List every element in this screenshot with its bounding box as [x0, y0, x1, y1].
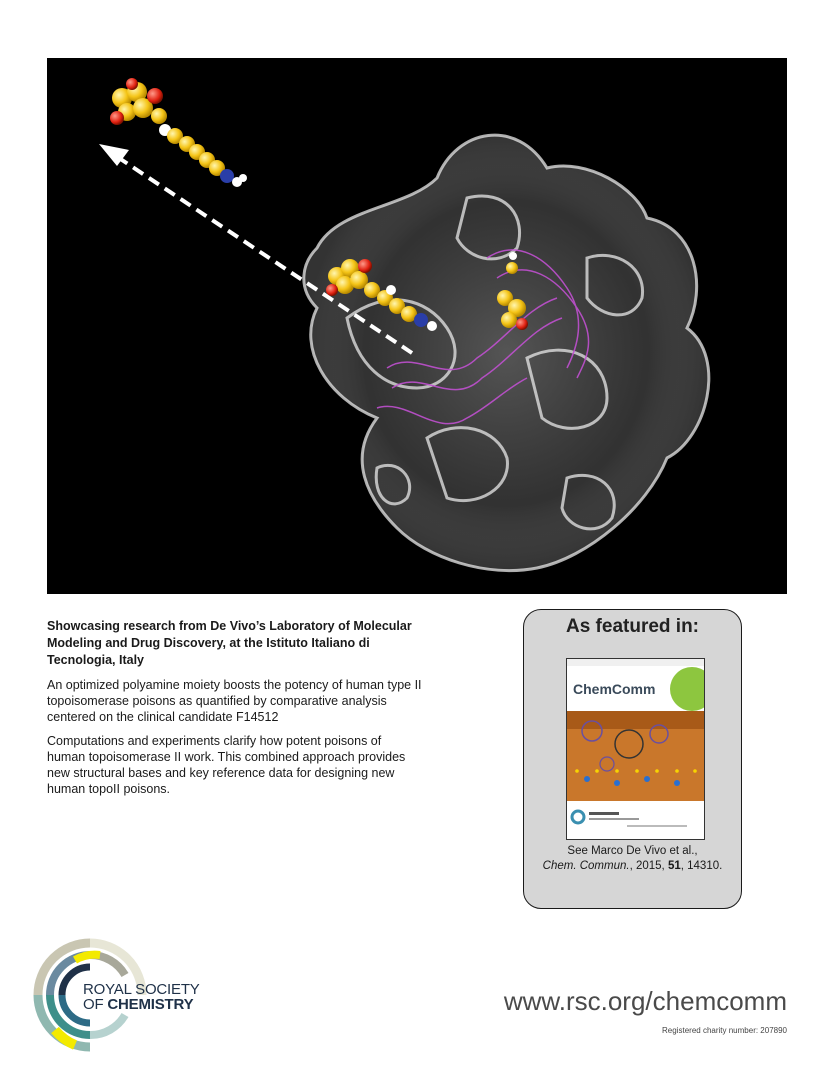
see-author: See Marco De Vivo et al.,	[567, 845, 698, 857]
journal-title: ChemComm	[573, 681, 656, 697]
protein-surface	[304, 135, 709, 570]
citation-journal: Chem. Commun.	[542, 860, 630, 872]
featured-box	[523, 609, 742, 909]
charity-number: Registered charity number: 207890	[662, 1026, 787, 1035]
showcase-text	[47, 618, 422, 805]
citation-pages: , 14310.	[680, 860, 723, 872]
citation-volume: 51	[667, 860, 681, 872]
featured-heading: As featured in:	[565, 616, 700, 637]
cover-image	[47, 58, 787, 594]
journal-url[interactable]: www.rsc.org/chemcomm	[503, 986, 787, 1016]
publisher-line-2: OF CHEMISTRY	[83, 996, 194, 1013]
showcase-heading: Showcasing research from De Vivo’s Laboratory of Molecular Modeling and Drug Discovery, at the Istituto Italiano di Tecnologia, Italy	[47, 619, 412, 667]
publisher-name	[83, 982, 200, 1012]
citation	[524, 859, 741, 874]
journal-cover	[566, 658, 705, 840]
ligand-free	[110, 78, 247, 187]
citation-year: , 2015,	[629, 860, 668, 872]
summary-paragraph: An optimized polyamine moiety boosts the potency of human type II topoisomerase poisons as quantified by comparative analysis centered on the clinical candidate F14512	[47, 678, 422, 724]
detail-paragraph: Computations and experiments clarify how potent poisons of human topoisomerase II work. This combined approach provides new structural bases and key reference data for designing new human topoII poisons.	[47, 734, 406, 796]
publisher-line-3: CHEMISTRY	[107, 996, 194, 1013]
molecular-illustration	[47, 58, 787, 594]
publisher-line-1: ROYAL SOCIETY	[83, 981, 200, 998]
